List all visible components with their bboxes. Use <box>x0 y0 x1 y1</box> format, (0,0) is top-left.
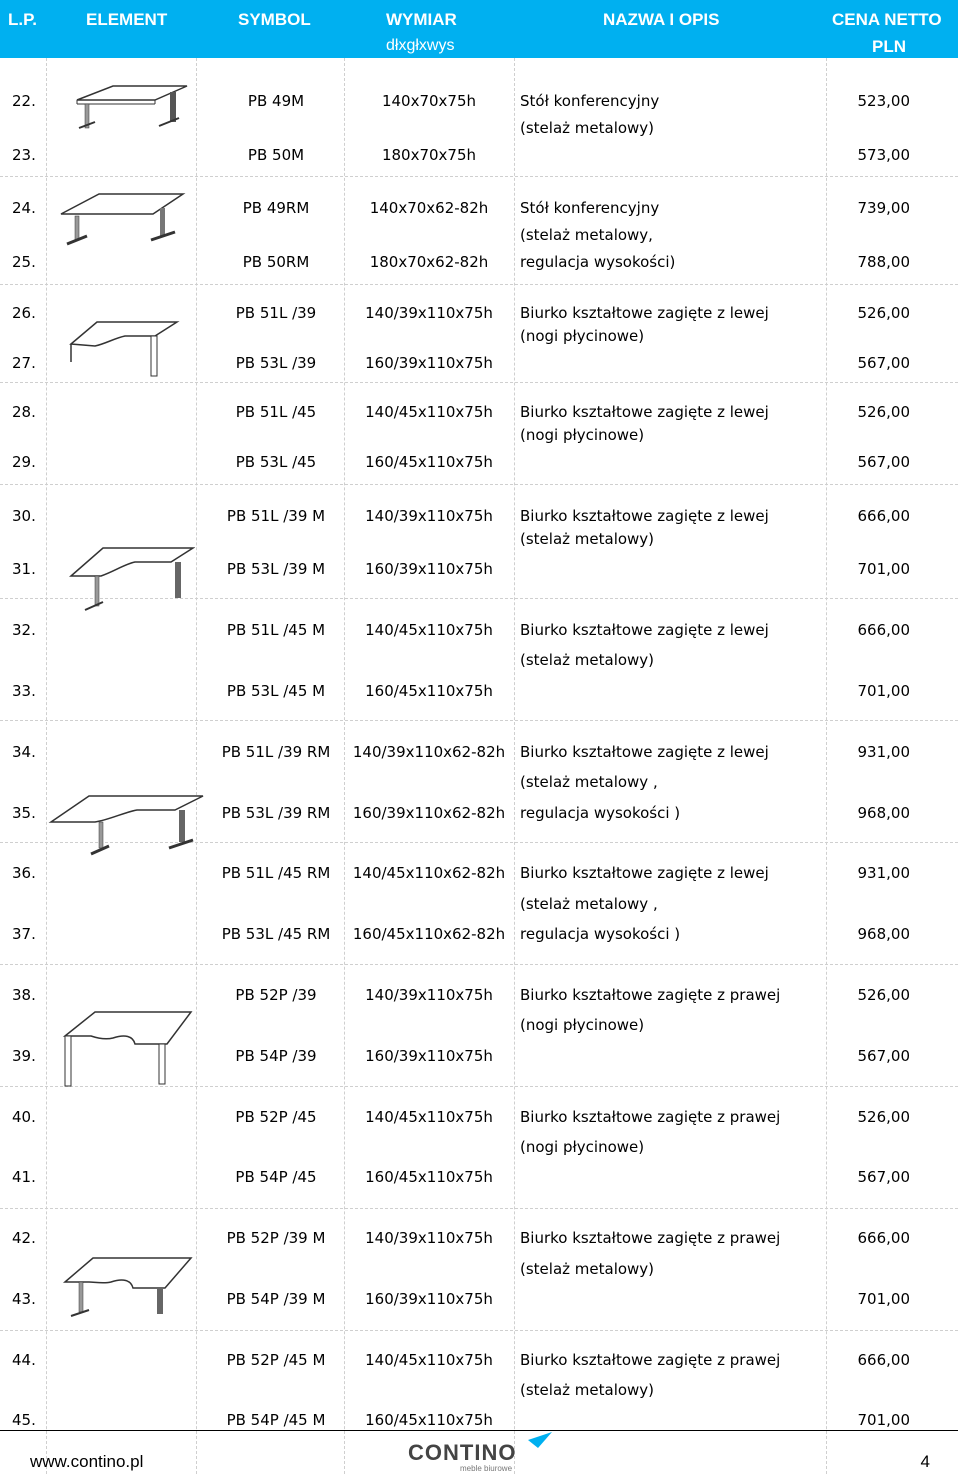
header-wymiar: WYMIAR <box>386 10 457 29</box>
row-symbol: PB 51L /45 M <box>226 621 326 639</box>
row-divider <box>0 176 958 177</box>
row-dimensions: 160/45x110x75h <box>365 453 493 471</box>
row-dimensions: 160/39x110x75h <box>365 1290 493 1308</box>
row-lp: 27. <box>12 354 36 372</box>
row-lp: 28. <box>12 403 36 421</box>
row-divider <box>0 382 958 383</box>
header-nazwa: NAZWA I OPIS <box>603 10 720 29</box>
row-symbol: PB 54P /45 <box>235 1168 317 1186</box>
row-description: Biurko kształtowe zagięte z lewej <box>520 621 769 639</box>
row-description: (nogi płycinowe) <box>520 1138 645 1156</box>
column-divider <box>826 58 827 1474</box>
row-description: Biurko kształtowe zagięte z prawej <box>520 986 781 1004</box>
page-number: 4 <box>920 1452 930 1471</box>
row-dimensions: 140/45x110x75h <box>365 1108 493 1126</box>
row-description: regulacja wysokości ) <box>520 925 681 943</box>
row-dimensions: 160/45x110x75h <box>365 1168 493 1186</box>
row-dimensions: 140/39x110x75h <box>365 986 493 1004</box>
row-lp: 23. <box>12 146 36 164</box>
row-symbol: PB 54P /45 M <box>226 1411 326 1429</box>
corner-desk-left-adjustable-image <box>45 790 205 860</box>
row-divider <box>0 964 958 965</box>
row-price: 666,00 <box>857 621 910 639</box>
row-lp: 22. <box>12 92 36 110</box>
row-price: 968,00 <box>857 925 910 943</box>
row-description: Stół konferencyjny <box>520 92 660 110</box>
row-lp: 39. <box>12 1047 36 1065</box>
adjustable-table-image <box>55 188 195 250</box>
row-dimensions: 160/45x110x75h <box>365 682 493 700</box>
row-symbol: PB 50M <box>247 146 305 164</box>
row-description: Biurko kształtowe zagięte z lewej <box>520 507 769 525</box>
contino-logo <box>400 1430 560 1474</box>
row-description: (stelaż metalowy) <box>520 119 655 137</box>
row-dimensions: 140/39x110x62-82h <box>352 743 506 761</box>
row-description: Biurko kształtowe zagięte z prawej <box>520 1351 781 1369</box>
row-symbol: PB 52P /45 M <box>226 1351 326 1369</box>
row-price: 666,00 <box>857 1229 910 1247</box>
row-description: Biurko kształtowe zagięte z lewej <box>520 304 769 322</box>
row-lp: 33. <box>12 682 36 700</box>
row-price: 788,00 <box>857 253 910 271</box>
row-divider <box>0 720 958 721</box>
row-lp: 29. <box>12 453 36 471</box>
row-symbol: PB 51L /45 RM <box>221 864 331 882</box>
row-symbol: PB 54P /39 M <box>226 1290 326 1308</box>
row-price: 701,00 <box>857 1411 910 1429</box>
row-description: (stelaż metalowy) <box>520 651 655 669</box>
row-dimensions: 160/45x110x75h <box>365 1411 493 1429</box>
row-price: 573,00 <box>857 146 910 164</box>
corner-desk-left-panel-image <box>55 316 185 378</box>
row-lp: 26. <box>12 304 36 322</box>
row-price: 931,00 <box>857 743 910 761</box>
row-lp: 35. <box>12 804 36 822</box>
header-lp: L.P. <box>8 10 37 29</box>
row-divider <box>0 1330 958 1331</box>
row-description: (stelaż metalowy) <box>520 1381 655 1399</box>
row-dimensions: 140/45x110x75h <box>365 403 493 421</box>
row-divider <box>0 1208 958 1209</box>
row-lp: 44. <box>12 1351 36 1369</box>
row-dimensions: 160/39x110x75h <box>365 354 493 372</box>
row-price: 526,00 <box>857 1108 910 1126</box>
svg-text:meble biurowe: meble biurowe <box>460 1464 513 1473</box>
row-symbol: PB 51L /45 <box>235 403 317 421</box>
row-description: regulacja wysokości ) <box>520 804 681 822</box>
row-description: (stelaż metalowy) <box>520 530 655 548</box>
row-lp: 45. <box>12 1411 36 1429</box>
row-symbol: PB 51L /39 RM <box>221 743 331 761</box>
row-dimensions: 140/45x110x75h <box>365 1351 493 1369</box>
row-price: 523,00 <box>857 92 910 110</box>
corner-desk-right-panel-image <box>55 1006 195 1092</box>
row-description: Biurko kształtowe zagięte z lewej <box>520 864 769 882</box>
row-description: Biurko kształtowe zagięte z lewej <box>520 743 769 761</box>
row-lp: 37. <box>12 925 36 943</box>
row-lp: 42. <box>12 1229 36 1247</box>
row-symbol: PB 53L /45 RM <box>221 925 331 943</box>
row-description: regulacja wysokości) <box>520 253 676 271</box>
row-lp: 24. <box>12 199 36 217</box>
header-symbol: SYMBOL <box>238 10 311 29</box>
corner-desk-right-metal-image <box>55 1254 195 1320</box>
row-description: (nogi płycinowe) <box>520 426 645 444</box>
row-description: (stelaż metalowy , <box>520 895 658 913</box>
row-dimensions: 140/45x110x75h <box>365 621 493 639</box>
row-lp: 34. <box>12 743 36 761</box>
svg-text:CONTINO: CONTINO <box>408 1440 517 1465</box>
corner-desk-left-metal-image <box>55 540 195 612</box>
row-price: 526,00 <box>857 304 910 322</box>
row-dimensions: 140/39x110x75h <box>365 304 493 322</box>
row-description: (nogi płycinowe) <box>520 1016 645 1034</box>
table-header <box>0 0 958 58</box>
row-symbol: PB 52P /39 <box>235 986 317 1004</box>
row-lp: 31. <box>12 560 36 578</box>
row-lp: 40. <box>12 1108 36 1126</box>
row-price: 567,00 <box>857 453 910 471</box>
row-price: 567,00 <box>857 354 910 372</box>
header-wymiar-sub: dłxgłxwys <box>386 37 455 54</box>
row-symbol: PB 53L /39 <box>235 354 317 372</box>
row-symbol: PB 53L /45 <box>235 453 317 471</box>
row-price: 968,00 <box>857 804 910 822</box>
row-price: 567,00 <box>857 1047 910 1065</box>
row-dimensions: 160/39x110x75h <box>365 560 493 578</box>
row-symbol: PB 53L /39 RM <box>221 804 331 822</box>
row-symbol: PB 51L /39 <box>235 304 317 322</box>
row-description: (nogi płycinowe) <box>520 327 645 345</box>
row-dimensions: 140x70x75h <box>381 92 477 110</box>
row-lp: 32. <box>12 621 36 639</box>
row-price: 931,00 <box>857 864 910 882</box>
conference-table-image <box>55 82 195 140</box>
row-description: Biurko kształtowe zagięte z lewej <box>520 403 769 421</box>
row-lp: 36. <box>12 864 36 882</box>
row-symbol: PB 53L /39 M <box>226 560 326 578</box>
row-divider <box>0 484 958 485</box>
row-price: 739,00 <box>857 199 910 217</box>
column-divider <box>514 58 515 1474</box>
row-price: 526,00 <box>857 403 910 421</box>
row-dimensions: 180x70x62-82h <box>369 253 489 271</box>
row-description: Stół konferencyjny <box>520 199 660 217</box>
row-dimensions: 160/45x110x62-82h <box>352 925 506 943</box>
header-cena-sub: PLN <box>872 37 906 56</box>
row-dimensions: 140/45x110x62-82h <box>352 864 506 882</box>
row-price: 701,00 <box>857 560 910 578</box>
row-description: (stelaż metalowy , <box>520 773 658 791</box>
header-element: ELEMENT <box>86 10 168 29</box>
row-dimensions: 140x70x62-82h <box>369 199 489 217</box>
footer-url[interactable]: www.contino.pl <box>30 1452 144 1471</box>
row-price: 526,00 <box>857 986 910 1004</box>
row-price: 701,00 <box>857 1290 910 1308</box>
row-dimensions: 140/39x110x75h <box>365 1229 493 1247</box>
row-dimensions: 160/39x110x62-82h <box>352 804 506 822</box>
row-lp: 38. <box>12 986 36 1004</box>
row-lp: 25. <box>12 253 36 271</box>
row-description: (stelaż metalowy) <box>520 1260 655 1278</box>
row-dimensions: 140/39x110x75h <box>365 507 493 525</box>
row-symbol: PB 49M <box>247 92 305 110</box>
row-dimensions: 180x70x75h <box>381 146 477 164</box>
row-description: Biurko kształtowe zagięte z prawej <box>520 1229 781 1247</box>
row-lp: 30. <box>12 507 36 525</box>
row-lp: 41. <box>12 1168 36 1186</box>
row-price: 666,00 <box>857 1351 910 1369</box>
row-price: 701,00 <box>857 682 910 700</box>
row-divider <box>0 284 958 285</box>
row-symbol: PB 50RM <box>242 253 310 271</box>
row-symbol: PB 53L /45 M <box>226 682 326 700</box>
row-description: Biurko kształtowe zagięte z prawej <box>520 1108 781 1126</box>
row-symbol: PB 51L /39 M <box>226 507 326 525</box>
column-divider <box>46 58 47 1474</box>
row-symbol: PB 52P /45 <box>235 1108 317 1126</box>
row-symbol: PB 54P /39 <box>235 1047 317 1065</box>
row-dimensions: 160/39x110x75h <box>365 1047 493 1065</box>
row-price: 567,00 <box>857 1168 910 1186</box>
row-symbol: PB 52P /39 M <box>226 1229 326 1247</box>
row-lp: 43. <box>12 1290 36 1308</box>
row-symbol: PB 49RM <box>242 199 310 217</box>
header-cena: CENA NETTO <box>832 10 942 29</box>
row-description: (stelaż metalowy, <box>520 226 653 244</box>
row-price: 666,00 <box>857 507 910 525</box>
